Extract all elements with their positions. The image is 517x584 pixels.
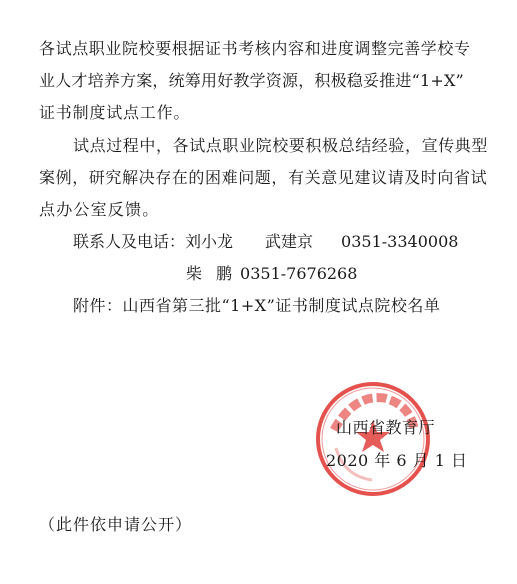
contact-person-2: 武建京 [265, 232, 314, 251]
contact-label: 联系人及电话： [73, 232, 186, 251]
disclosure-note: （此件依申请公开） [39, 515, 193, 534]
contact-person-1: 刘小龙 [185, 232, 234, 251]
body-line-5: 案例，研究解决存在的困难问题，有关意见建议请及时向省试 [39, 168, 488, 187]
issuing-organization: 山西省教育厅 [336, 418, 436, 437]
contact-person-3-second: 鹏 [216, 264, 233, 283]
contact-phone-1: 0351-3340008 [341, 232, 459, 251]
official-seal [314, 380, 432, 498]
body-line-3: 证书制度试点工作。 [39, 103, 191, 122]
contact-person-3-first: 柴 [186, 264, 203, 283]
contact-line-2 [186, 264, 357, 284]
contact-phone-2: 0351-7676268 [240, 264, 358, 283]
attachment-line: 附件：山西省第三批“1+X”证书制度试点院校名单 [73, 296, 441, 315]
issue-date: 2020 年 6 月 1 日 [326, 451, 468, 470]
contact-line-1 [73, 232, 458, 252]
body-line-4: 试点过程中，各试点职业院校要积极总结经验，宣传典型 [73, 136, 489, 155]
body-line-2: 业人才培养方案，统筹用好教学资源，积极稳妥推进“1+X” [39, 71, 464, 90]
body-line-1: 各试点职业院校要根据证书考核内容和进度调整完善学校专 [39, 39, 471, 58]
body-line-6: 点办公室反馈。 [39, 200, 160, 219]
